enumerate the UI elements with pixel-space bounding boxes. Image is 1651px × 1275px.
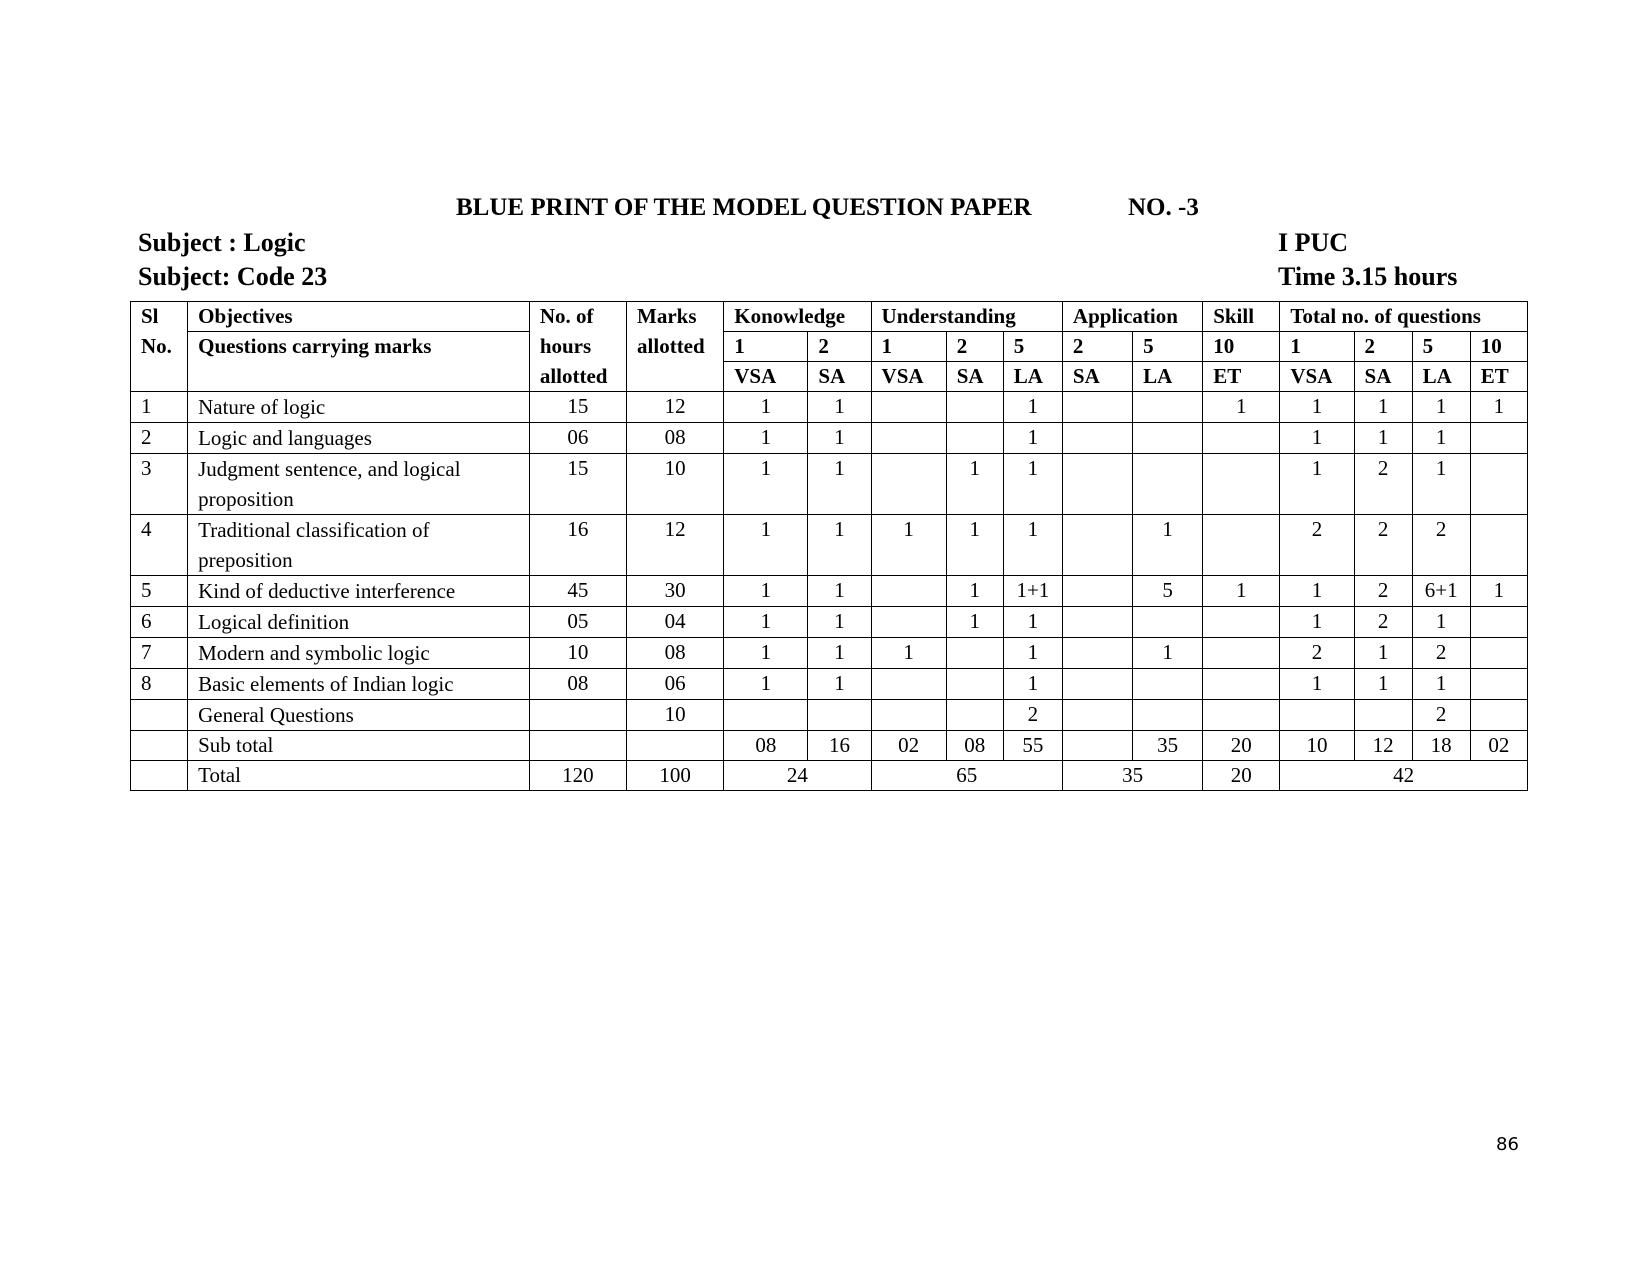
- type-cell: LA: [1133, 362, 1203, 392]
- sl-number: 5: [131, 576, 188, 607]
- count-cell: 1: [1003, 669, 1062, 700]
- sl-number: 6: [131, 607, 188, 638]
- count-cell: 1: [808, 423, 871, 454]
- count-cell: [1062, 515, 1132, 576]
- count-cell: [1203, 700, 1280, 731]
- total-skill: 20: [1203, 761, 1280, 791]
- count-cell: [1203, 669, 1280, 700]
- questions-marks-header: Questions carrying marks: [188, 332, 530, 362]
- subtotal-cell: 12: [1354, 731, 1412, 761]
- count-cell: 1: [808, 576, 871, 607]
- count-cell: 2: [1354, 515, 1412, 576]
- count-cell: 1: [724, 669, 808, 700]
- sl-number: 3: [131, 454, 188, 515]
- objective-name: Logic and languages: [188, 423, 530, 454]
- count-cell: 2: [1280, 515, 1354, 576]
- application-header: Application: [1062, 302, 1202, 332]
- count-cell: 1: [1003, 607, 1062, 638]
- sl-number: 7: [131, 638, 188, 669]
- count-cell: 1: [808, 669, 871, 700]
- type-cell: SA: [1354, 362, 1412, 392]
- empty-cell: [627, 731, 724, 761]
- title-main: BLUE PRINT OF THE MODEL QUESTION PAPER: [456, 194, 1032, 221]
- class-label: I PUC: [1278, 228, 1349, 257]
- header-row-2: [131, 332, 1528, 362]
- count-cell: [1470, 638, 1527, 669]
- count-cell: 2: [1354, 576, 1412, 607]
- hours-header: No. of: [529, 302, 626, 332]
- count-cell: 2: [1354, 607, 1412, 638]
- mark-cell: 2: [946, 332, 1003, 362]
- type-cell: LA: [1412, 362, 1470, 392]
- mark-cell: 2: [1354, 332, 1412, 362]
- count-cell: 1: [724, 576, 808, 607]
- count-cell: 2: [1412, 638, 1470, 669]
- objectives-header: Objectives: [188, 302, 530, 332]
- count-cell: [871, 576, 946, 607]
- count-cell: [946, 638, 1003, 669]
- count-cell: 1: [1003, 454, 1062, 515]
- empty-cell: [627, 362, 724, 392]
- table-row: [131, 700, 1528, 731]
- count-cell: [871, 392, 946, 423]
- type-cell: ET: [1470, 362, 1527, 392]
- type-cell: SA: [1062, 362, 1132, 392]
- subtotal-row: [131, 731, 1528, 761]
- subtotal-cell: 16: [808, 731, 871, 761]
- count-cell: 1: [1412, 392, 1470, 423]
- mark-cell: 5: [1003, 332, 1062, 362]
- total-questions: 42: [1280, 761, 1528, 791]
- objective-name: Modern and symbolic logic: [188, 638, 530, 669]
- count-cell: [1203, 607, 1280, 638]
- table-row: [131, 669, 1528, 700]
- count-cell: [1203, 515, 1280, 576]
- marks-allotted: 04: [627, 607, 724, 638]
- mark-cell: 10: [1203, 332, 1280, 362]
- count-cell: 1: [1354, 392, 1412, 423]
- hours-allotted: 06: [529, 423, 626, 454]
- count-cell: 1: [946, 607, 1003, 638]
- count-cell: 2: [1412, 700, 1470, 731]
- count-cell: 1: [946, 515, 1003, 576]
- count-cell: [946, 669, 1003, 700]
- count-cell: [1133, 669, 1203, 700]
- count-cell: 1: [1203, 576, 1280, 607]
- count-cell: 5: [1133, 576, 1203, 607]
- type-cell: LA: [1003, 362, 1062, 392]
- count-cell: 1: [808, 638, 871, 669]
- hours-allotted: [529, 700, 626, 731]
- subtotal-cell: 02: [1470, 731, 1527, 761]
- sl-header-2: No.: [131, 332, 188, 362]
- blueprint-table: [130, 301, 1528, 791]
- subtotal-cell: 20: [1203, 731, 1280, 761]
- count-cell: [1470, 669, 1527, 700]
- sl-number: 2: [131, 423, 188, 454]
- marks-allotted: 30: [627, 576, 724, 607]
- count-cell: 1: [724, 607, 808, 638]
- marks-allotted: 10: [627, 454, 724, 515]
- total-row: [131, 761, 1528, 791]
- mark-cell: 2: [1062, 332, 1132, 362]
- count-cell: [1062, 576, 1132, 607]
- count-cell: 1: [1412, 454, 1470, 515]
- count-cell: [871, 669, 946, 700]
- sl-number: 8: [131, 669, 188, 700]
- count-cell: 1: [724, 423, 808, 454]
- count-cell: [1280, 700, 1354, 731]
- mark-cell: 1: [1280, 332, 1354, 362]
- count-cell: 1: [1280, 669, 1354, 700]
- count-cell: [946, 700, 1003, 731]
- marks-allotted: 12: [627, 392, 724, 423]
- count-cell: 2: [1280, 638, 1354, 669]
- count-cell: 1: [808, 454, 871, 515]
- table-body: [131, 392, 1528, 731]
- count-cell: 1: [1203, 392, 1280, 423]
- subtotal-cell: 02: [871, 731, 946, 761]
- sl-number: [131, 700, 188, 731]
- count-cell: 2: [1354, 454, 1412, 515]
- empty-cell: [131, 761, 188, 791]
- count-cell: 6+1: [1412, 576, 1470, 607]
- marks-allotted: 12: [627, 515, 724, 576]
- count-cell: 1: [1412, 423, 1470, 454]
- hours-header-3: allotted: [529, 362, 626, 392]
- table-row: [131, 454, 1528, 515]
- count-cell: [1062, 454, 1132, 515]
- count-cell: 1: [808, 607, 871, 638]
- count-cell: [724, 700, 808, 731]
- count-cell: 1+1: [1003, 576, 1062, 607]
- count-cell: [808, 700, 871, 731]
- marks-allotted: 06: [627, 669, 724, 700]
- empty-cell: [529, 731, 626, 761]
- mark-cell: 1: [871, 332, 946, 362]
- mark-cell: 1: [724, 332, 808, 362]
- subject-code: Subject: Code 23: [138, 262, 328, 291]
- total-knowledge: 24: [724, 761, 871, 791]
- marks-allotted: 10: [627, 700, 724, 731]
- total-questions-header: Total no. of questions: [1280, 302, 1528, 332]
- type-cell: ET: [1203, 362, 1280, 392]
- count-cell: [1203, 454, 1280, 515]
- subtotal-cell: 18: [1412, 731, 1470, 761]
- table-row: [131, 392, 1528, 423]
- type-cell: VSA: [871, 362, 946, 392]
- type-cell: SA: [946, 362, 1003, 392]
- subtotal-cell: 35: [1133, 731, 1203, 761]
- count-cell: 1: [808, 515, 871, 576]
- count-cell: 1: [1280, 607, 1354, 638]
- count-cell: 1: [1003, 392, 1062, 423]
- mark-cell: 10: [1470, 332, 1527, 362]
- page-number: 86: [1496, 1134, 1519, 1155]
- hours-allotted: 10: [529, 638, 626, 669]
- sl-header: Sl: [131, 302, 188, 332]
- hours-allotted: 15: [529, 454, 626, 515]
- sl-number: 1: [131, 392, 188, 423]
- count-cell: [1470, 607, 1527, 638]
- header-row-3: [131, 362, 1528, 392]
- objective-name: General Questions: [188, 700, 530, 731]
- mark-cell: 5: [1412, 332, 1470, 362]
- marks-allotted: 08: [627, 423, 724, 454]
- count-cell: 1: [1280, 423, 1354, 454]
- count-cell: [1133, 700, 1203, 731]
- empty-cell: [131, 731, 188, 761]
- type-cell: SA: [808, 362, 871, 392]
- count-cell: 2: [1412, 515, 1470, 576]
- count-cell: [1062, 607, 1132, 638]
- count-cell: 1: [1412, 669, 1470, 700]
- title-number: NO. -3: [1128, 194, 1199, 221]
- count-cell: 1: [1354, 423, 1412, 454]
- hours-allotted: 15: [529, 392, 626, 423]
- count-cell: 1: [1003, 638, 1062, 669]
- sl-number: 4: [131, 515, 188, 576]
- count-cell: 1: [724, 515, 808, 576]
- table-row: [131, 515, 1528, 576]
- marks-allotted: 08: [627, 638, 724, 669]
- hours-allotted: 16: [529, 515, 626, 576]
- count-cell: 1: [871, 638, 946, 669]
- total-label: Total: [188, 761, 530, 791]
- count-cell: [1133, 392, 1203, 423]
- total-hours: 120: [529, 761, 626, 791]
- count-cell: 1: [1133, 515, 1203, 576]
- count-cell: 1: [1470, 392, 1527, 423]
- type-cell: VSA: [1280, 362, 1354, 392]
- count-cell: 1: [724, 638, 808, 669]
- count-cell: [946, 423, 1003, 454]
- count-cell: [1133, 607, 1203, 638]
- understanding-header: Understanding: [871, 302, 1062, 332]
- hours-allotted: 05: [529, 607, 626, 638]
- subject-name: Subject : Logic: [138, 228, 306, 257]
- count-cell: 2: [1003, 700, 1062, 731]
- knowledge-header: Konowledge: [724, 302, 871, 332]
- objective-name: Logical definition: [188, 607, 530, 638]
- count-cell: [1470, 454, 1527, 515]
- time-label: Time 3.15 hours: [1278, 262, 1458, 291]
- page-title: [0, 194, 1651, 228]
- total-application: 35: [1062, 761, 1202, 791]
- count-cell: [1470, 700, 1527, 731]
- count-cell: [1062, 392, 1132, 423]
- subtotal-cell: 08: [946, 731, 1003, 761]
- hours-header-2: hours: [529, 332, 626, 362]
- count-cell: [871, 423, 946, 454]
- objective-name: Traditional classification of preposition: [188, 515, 530, 576]
- count-cell: 1: [1280, 392, 1354, 423]
- count-cell: 1: [1133, 638, 1203, 669]
- count-cell: [871, 700, 946, 731]
- header-row-1: [131, 302, 1528, 332]
- count-cell: [1470, 423, 1527, 454]
- count-cell: 1: [1280, 454, 1354, 515]
- count-cell: [1062, 638, 1132, 669]
- subtotal-cell: 55: [1003, 731, 1062, 761]
- count-cell: 1: [1470, 576, 1527, 607]
- count-cell: [1062, 669, 1132, 700]
- count-cell: 1: [808, 392, 871, 423]
- mark-cell: 2: [808, 332, 871, 362]
- marks-header-2: allotted: [627, 332, 724, 362]
- count-cell: [1470, 515, 1527, 576]
- subtotal-cell: 08: [724, 731, 808, 761]
- count-cell: 1: [1354, 638, 1412, 669]
- objective-name: Nature of logic: [188, 392, 530, 423]
- count-cell: 1: [724, 392, 808, 423]
- count-cell: [1133, 423, 1203, 454]
- count-cell: 1: [724, 454, 808, 515]
- table-row: [131, 638, 1528, 669]
- count-cell: [871, 607, 946, 638]
- count-cell: [1062, 700, 1132, 731]
- empty-cell: [188, 362, 530, 392]
- count-cell: [1203, 638, 1280, 669]
- marks-header: Marks: [627, 302, 724, 332]
- count-cell: 1: [1003, 515, 1062, 576]
- objective-name: Judgment sentence, and logical proposition: [188, 454, 530, 515]
- count-cell: 1: [1354, 669, 1412, 700]
- count-cell: [1133, 454, 1203, 515]
- count-cell: 1: [946, 454, 1003, 515]
- count-cell: 1: [946, 576, 1003, 607]
- table-row: [131, 576, 1528, 607]
- mark-cell: 5: [1133, 332, 1203, 362]
- table-row: [131, 607, 1528, 638]
- total-understanding: 65: [871, 761, 1062, 791]
- table-row: [131, 423, 1528, 454]
- empty-cell: [131, 362, 188, 392]
- subtotal-cell: 10: [1280, 731, 1354, 761]
- objective-name: Kind of deductive interference: [188, 576, 530, 607]
- count-cell: [1354, 700, 1412, 731]
- count-cell: [1062, 423, 1132, 454]
- count-cell: [946, 392, 1003, 423]
- subtotal-cell: [1062, 731, 1132, 761]
- count-cell: 1: [1280, 576, 1354, 607]
- hours-allotted: 45: [529, 576, 626, 607]
- count-cell: 1: [871, 515, 946, 576]
- objective-name: Basic elements of Indian logic: [188, 669, 530, 700]
- subtotal-label: Sub total: [188, 731, 530, 761]
- hours-allotted: 08: [529, 669, 626, 700]
- count-cell: [871, 454, 946, 515]
- skill-header: Skill: [1203, 302, 1280, 332]
- count-cell: 1: [1412, 607, 1470, 638]
- count-cell: 1: [1003, 423, 1062, 454]
- total-marks: 100: [627, 761, 724, 791]
- count-cell: [1203, 423, 1280, 454]
- type-cell: VSA: [724, 362, 808, 392]
